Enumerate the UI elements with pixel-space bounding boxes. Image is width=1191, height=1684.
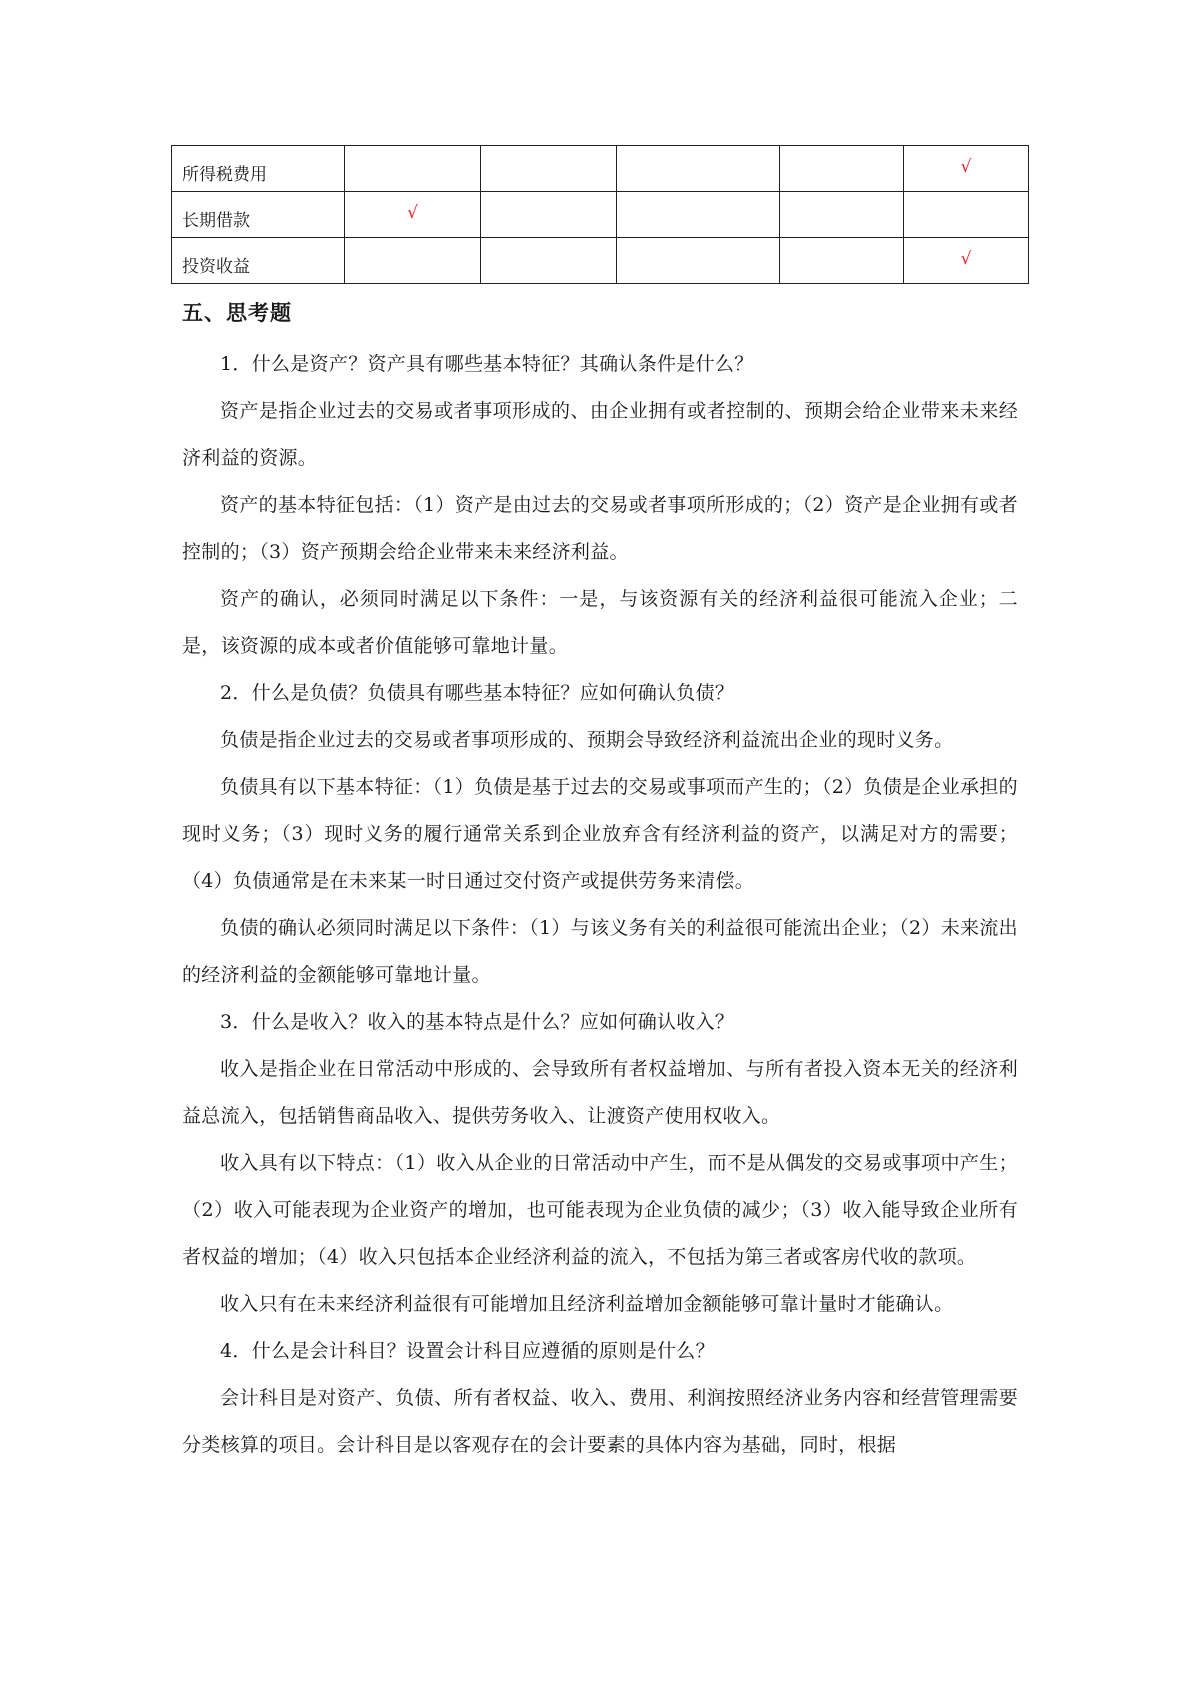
table-row bbox=[172, 192, 1029, 238]
question-2: 2．什么是负债？负债具有哪些基本特征？应如何确认负债？ bbox=[220, 682, 735, 704]
check-mark-cell: √ bbox=[345, 192, 481, 238]
check-mark-cell bbox=[481, 238, 617, 284]
answer-paragraph: 负债的确认必须同时满足以下条件：（1）与该义务有关的利益很可能流出企业；（2）未来流出的经济利益的金额能够可靠地计量。 bbox=[182, 917, 1018, 986]
answer-paragraph: 资产的基本特征包括：（1）资产是由过去的交易或者事项所形成的；（2）资产是企业拥有或者控制的；（3）资产预期会给企业带来未来经济利益。 bbox=[182, 494, 1018, 563]
check-mark-cell bbox=[780, 238, 904, 284]
account-name: 投资收益 bbox=[172, 238, 345, 284]
check-mark-cell bbox=[617, 192, 780, 238]
answer-paragraph: 会计科目是对资产、负债、所有者权益、收入、费用、利润按照经济业务内容和经营管理需要分类核算的项目。会计科目是以客观存在的会计要素的具体内容为基础，同时，根据 bbox=[182, 1387, 1018, 1456]
account-classification-table bbox=[171, 145, 1029, 284]
check-mark-cell bbox=[345, 146, 481, 192]
question-4: 4．什么是会计科目？设置会计科目应遵循的原则是什么？ bbox=[220, 1340, 715, 1362]
check-mark-cell bbox=[481, 146, 617, 192]
answer-paragraph: 资产是指企业过去的交易或者事项形成的、由企业拥有或者控制的、预期会给企业带来未来经济利益的资源。 bbox=[182, 400, 1018, 469]
question-3: 3．什么是收入？收入的基本特点是什么？应如何确认收入？ bbox=[220, 1011, 735, 1033]
answer-paragraph: 收入是指企业在日常活动中形成的、会导致所有者权益增加、与所有者投入资本无关的经济利益总流入，包括销售商品收入、提供劳务收入、让渡资产使用权收入。 bbox=[182, 1058, 1018, 1127]
check-mark-cell: √ bbox=[904, 238, 1029, 284]
check-mark-cell bbox=[904, 192, 1029, 238]
table-row bbox=[172, 238, 1029, 284]
check-mark-cell: √ bbox=[904, 146, 1029, 192]
check-mark-cell bbox=[780, 146, 904, 192]
question-1: 1．什么是资产？资产具有哪些基本特征？其确认条件是什么？ bbox=[220, 353, 754, 375]
section-body bbox=[182, 341, 1018, 1469]
answer-paragraph: 收入具有以下特点：（1）收入从企业的日常活动中产生，而不是从偶发的交易或事项中产生；（2）收入可能表现为企业资产的增加，也可能表现为企业负债的减少；（3）收入能导致企业所有者权益的增加；（4）收入只包括本企业经济利益的流入，不包括为第三者或客房代收的款项。 bbox=[182, 1152, 1018, 1268]
answer-paragraph: 收入只有在未来经济利益很有可能增加且经济利益增加金额能够可靠计量时才能确认。 bbox=[220, 1293, 954, 1315]
check-mark-cell bbox=[617, 238, 780, 284]
check-mark-cell bbox=[617, 146, 780, 192]
check-mark-cell bbox=[780, 192, 904, 238]
account-name: 所得税费用 bbox=[172, 146, 345, 192]
table-row bbox=[172, 146, 1029, 192]
section-heading: 五、思考题 bbox=[182, 301, 292, 325]
check-mark-cell bbox=[481, 192, 617, 238]
answer-paragraph: 负债具有以下基本特征：（1）负债是基于过去的交易或事项而产生的；（2）负债是企业承担的现时义务；（3）现时义务的履行通常关系到企业放弃含有经济利益的资产，以满足对方的需要；（4）负债通常是在未来某一时日通过交付资产或提供劳务来清偿。 bbox=[182, 776, 1018, 892]
answer-paragraph: 负债是指企业过去的交易或者事项形成的、预期会导致经济利益流出企业的现时义务。 bbox=[220, 729, 954, 751]
answer-paragraph: 资产的确认，必须同时满足以下条件：一是，与该资源有关的经济利益很可能流入企业；二是，该资源的成本或者价值能够可靠地计量。 bbox=[182, 588, 1018, 657]
check-mark-cell bbox=[345, 238, 481, 284]
account-name: 长期借款 bbox=[172, 192, 345, 238]
